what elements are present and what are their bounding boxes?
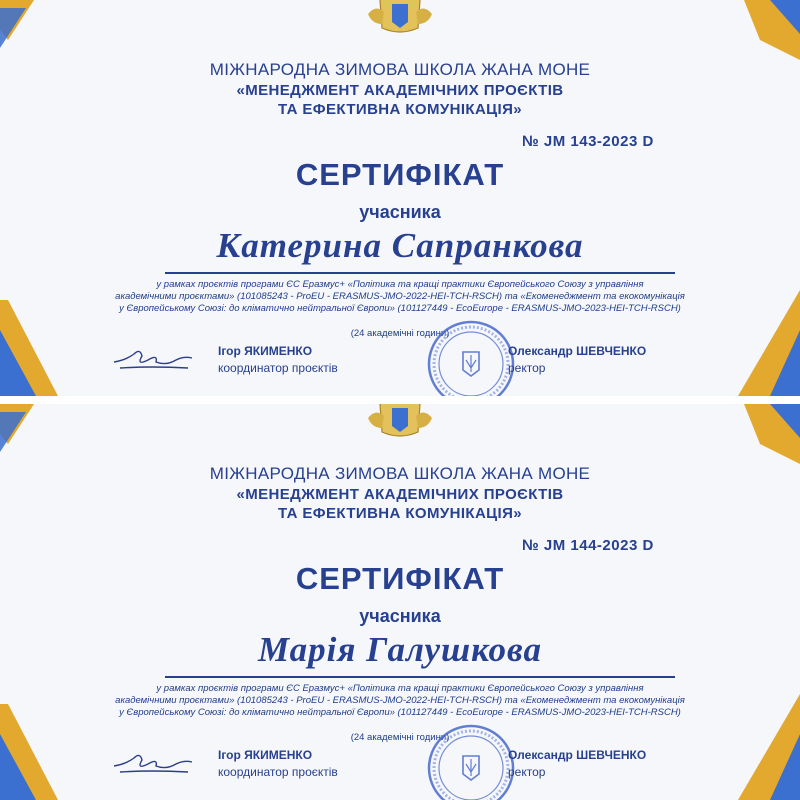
- program-title-line1: «МЕНЕДЖМЕНТ АКАДЕМІЧНИХ ПРОЄКТІВ: [236, 486, 564, 503]
- signer-right-role: ректор: [508, 361, 546, 375]
- signer-left-name: Ігор ЯКИМЕНКО: [218, 344, 313, 358]
- certificate-2: [0, 404, 800, 800]
- signer-right-role: ректор: [508, 765, 546, 779]
- academic-hours: (24 академічні години): [350, 732, 450, 743]
- recipient-name: Марія Галушкова: [258, 630, 542, 669]
- certificate-subtitle: учасника: [359, 606, 441, 626]
- official-stamp: [425, 318, 517, 396]
- body-line-1: у рамках проєктів програми ЄС Еразмус+ «Політика та кращі практики Європейського Союзу з управління: [156, 683, 644, 694]
- signer-left-name: Ігор ЯКИМЕНКО: [218, 748, 313, 762]
- recipient-name: Катерина Сапранкова: [216, 226, 584, 265]
- name-underline: [165, 676, 675, 678]
- body-line-1: у рамках проєктів програми ЄС Еразмус+ «Політика та кращі практики Європейського Союзу з управління: [156, 279, 644, 290]
- signature-left-handwritten: [112, 748, 194, 776]
- program-title-line2: ТА ЕФЕКТИВНА КОМУНІКАЦІЯ»: [277, 505, 523, 522]
- school-name: МІЖНАРОДНА ЗИМОВА ШКОЛА ЖАНА МОНЕ: [209, 464, 591, 483]
- certificate-number: № JM 144-2023 D: [522, 537, 654, 554]
- certificate-body-text: [55, 279, 745, 315]
- certificate-subtitle: учасника: [359, 202, 441, 222]
- certificate-1: [0, 0, 800, 396]
- certificate-body-text: [55, 683, 745, 719]
- signer-left-role: координатор проєктів: [218, 361, 338, 375]
- certificate-title: СЕРТИФІКАТ: [295, 561, 505, 596]
- body-line-3: у Європейському Союзі: до кліматично нейтральної Європи» (101127449 - EcoEurope - ERASMUS-JMO-2023-HEI-TCH-RSCH): [119, 303, 681, 314]
- signer-right-name: Олександр ШЕВЧЕНКО: [508, 344, 647, 358]
- university-crest-logo: [362, 404, 438, 438]
- signature-left-handwritten: [112, 344, 194, 372]
- official-stamp: [425, 722, 517, 800]
- body-line-2: академічними проєктами» (101085243 - ProEU - ERASMUS-JMO-2022-HEI-TCH-RSCH) та «Екоменеджмент та екокомунікація: [115, 291, 685, 302]
- name-underline: [165, 272, 675, 274]
- body-line-2: академічними проєктами» (101085243 - ProEU - ERASMUS-JMO-2022-HEI-TCH-RSCH) та «Екоменеджмент та екокомунікація: [115, 695, 685, 706]
- certificate-number: № JM 143-2023 D: [522, 133, 654, 150]
- certificate-title: СЕРТИФІКАТ: [295, 157, 505, 192]
- signer-right-name: Олександр ШЕВЧЕНКО: [508, 748, 647, 762]
- program-title-line1: «МЕНЕДЖМЕНТ АКАДЕМІЧНИХ ПРОЄКТІВ: [236, 82, 564, 99]
- program-title-line2: ТА ЕФЕКТИВНА КОМУНІКАЦІЯ»: [277, 101, 523, 118]
- academic-hours: (24 академічні години): [350, 328, 450, 339]
- school-name: МІЖНАРОДНА ЗИМОВА ШКОЛА ЖАНА МОНЕ: [209, 60, 591, 79]
- university-crest-logo: [362, 0, 438, 34]
- body-line-3: у Європейському Союзі: до кліматично нейтральної Європи» (101127449 - EcoEurope - ERASMUS-JMO-2023-HEI-TCH-RSCH): [119, 707, 681, 718]
- signer-left-role: координатор проєктів: [218, 765, 338, 779]
